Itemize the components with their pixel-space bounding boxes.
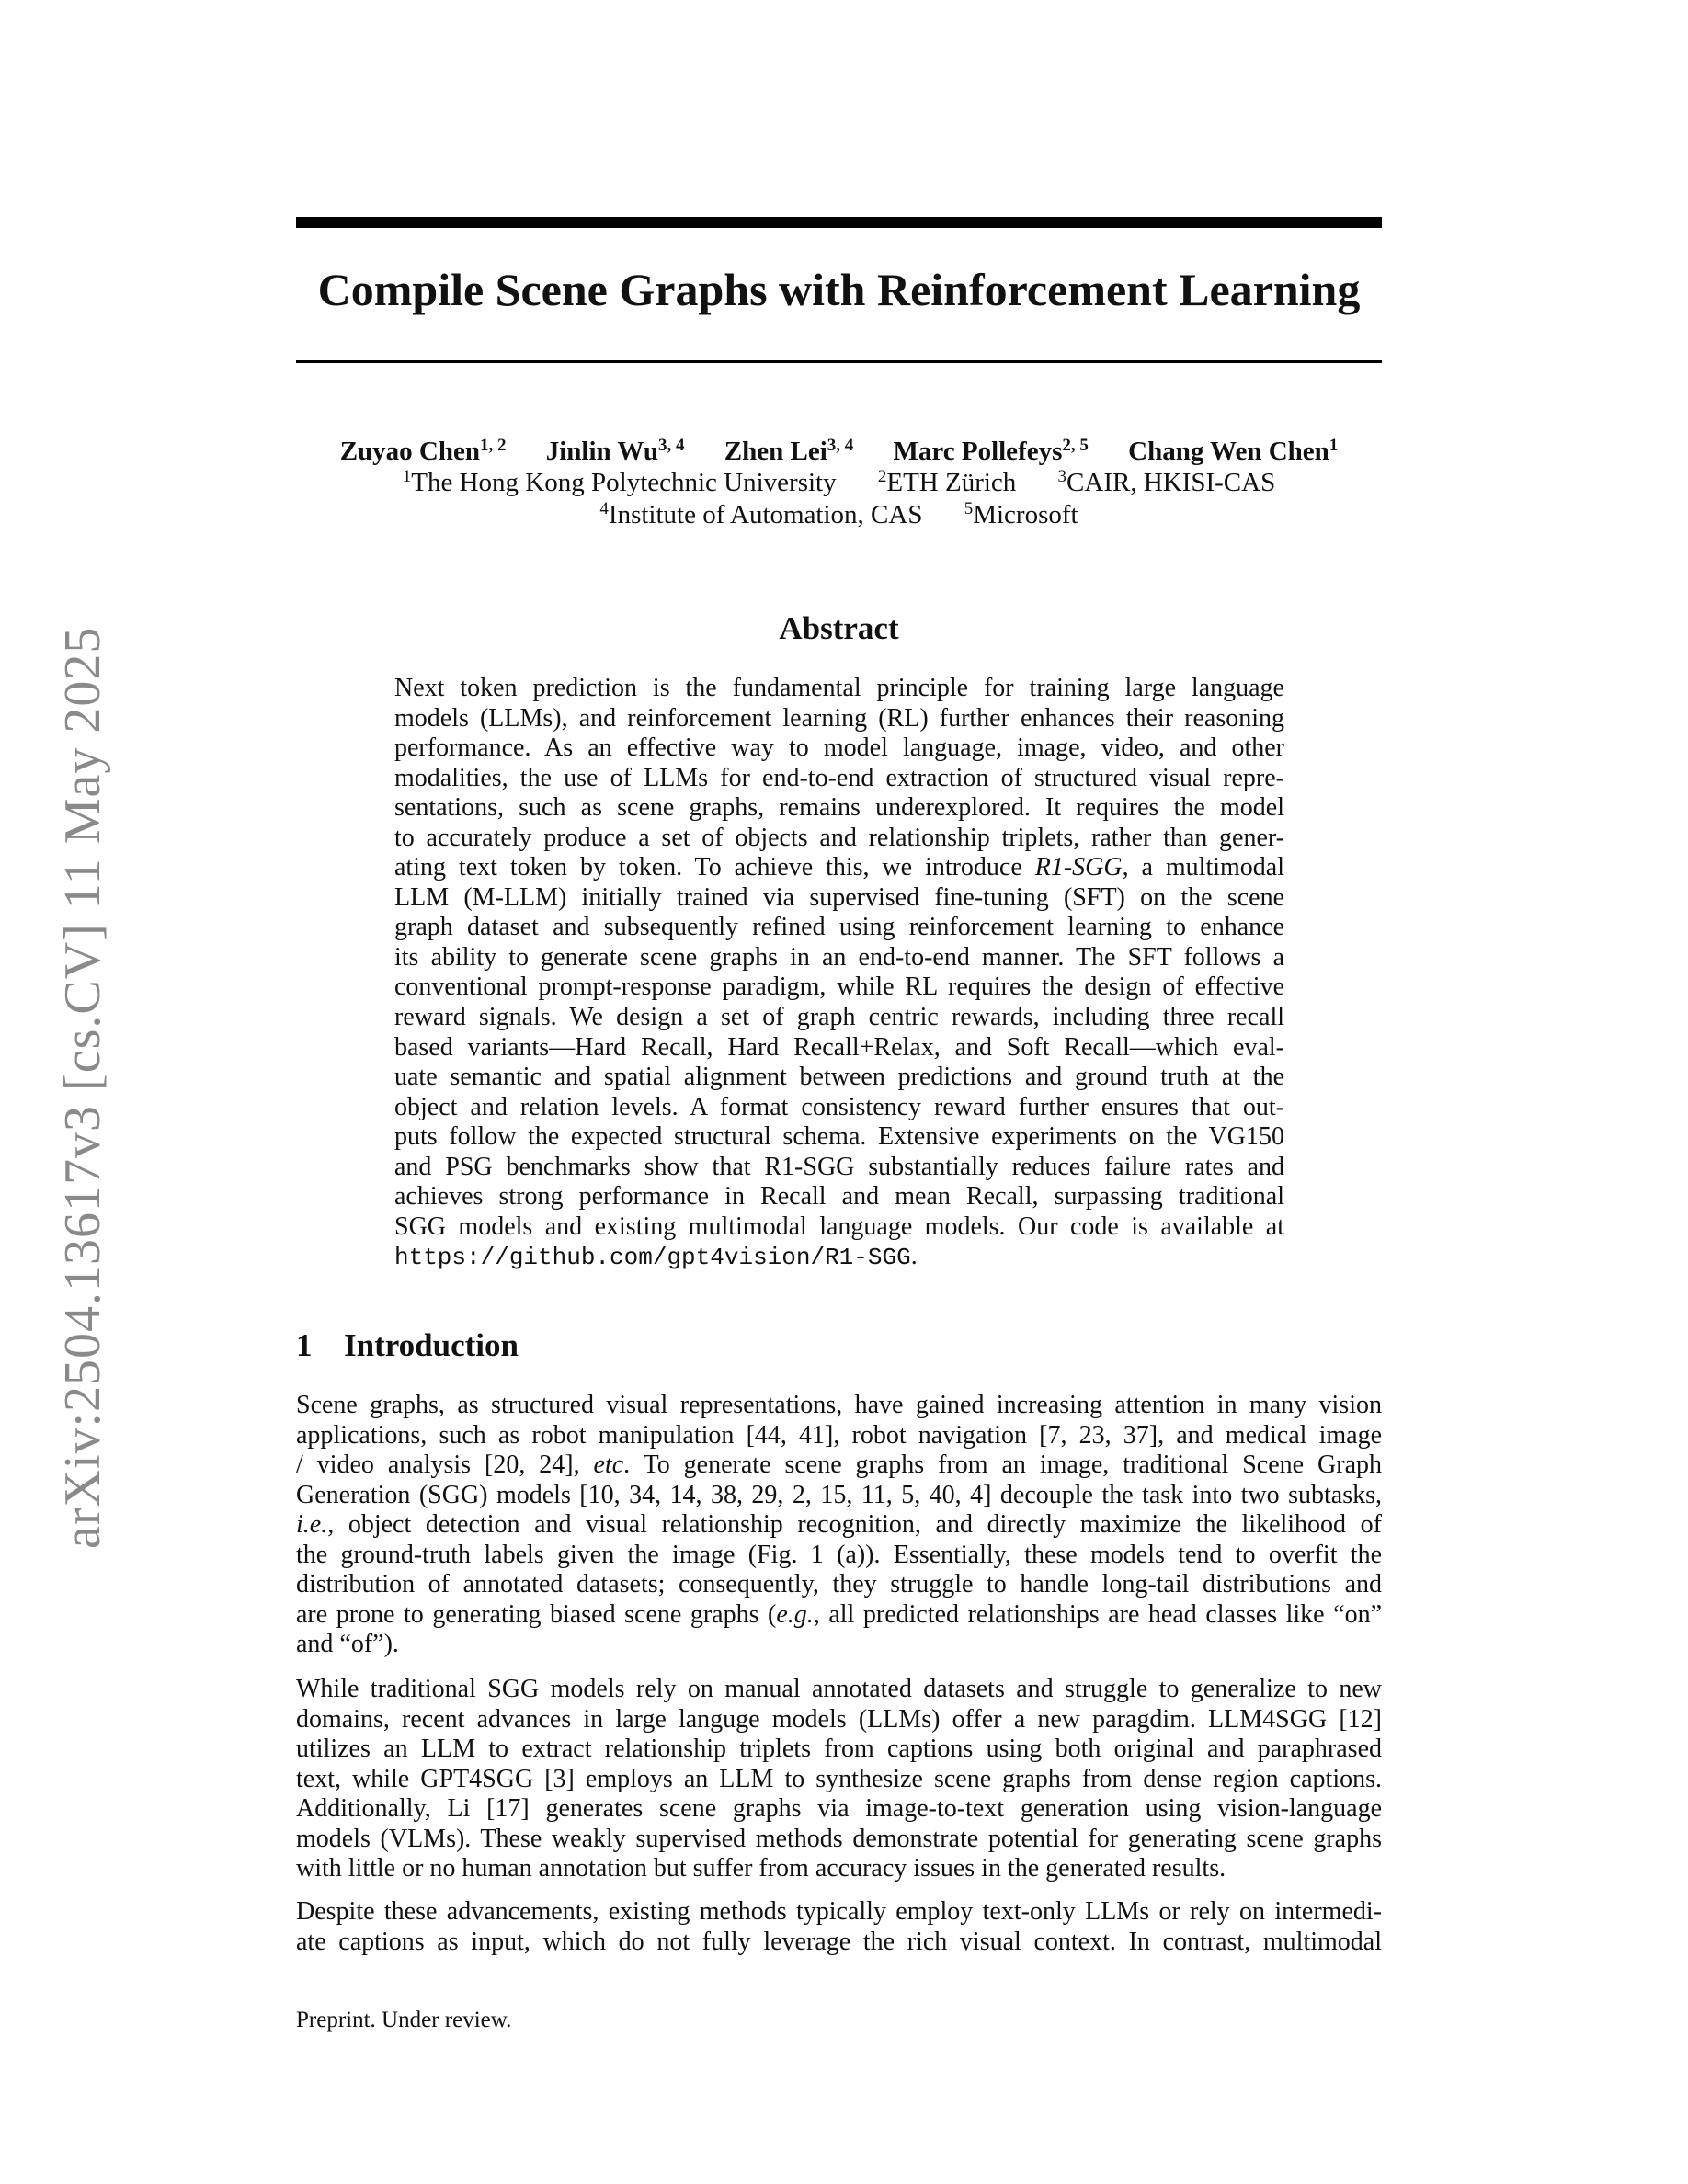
abstract-line: conventional prompt-response paradigm, while RL requires the design of effective: [394, 973, 1284, 1002]
abstract-line: LLM (M-LLM) initially trained via supervised fine-tuning (SFT) on the scene: [394, 882, 1284, 912]
author: Zuyao Chen$^{1, 2}$: [339, 436, 507, 466]
method-name: R1-SGG: [1034, 853, 1123, 882]
author: Marc Pollefeys$^{2, 5}$: [893, 436, 1089, 466]
abstract-line: Next token prediction is the fundamental principle for training large language: [394, 674, 1284, 702]
abstract-line: ating text token by token. To achieve this, we introduce R1-SGG, a multimodal: [394, 853, 1284, 882]
title-bottom-rule: [296, 360, 1382, 363]
abstract-line: SGG models and existing multimodal language models. Our code is available at: [394, 1211, 1284, 1241]
abstract-text: [394, 674, 1284, 1273]
abstract-line: graph dataset and subsequently refined using reinforcement learning to enhance: [394, 913, 1284, 942]
intro-paragraph-3: Despite these advancements, existing methods typically employ text-only LLMs or rely on intermedi- ate captions as input, which do not fully leverage the rich visual context. In contrast, multimodal: [296, 1897, 1382, 1956]
abstract-line: https://github.com/gpt4vision/R1-SGG.: [394, 1242, 918, 1272]
abstract-line: to accurately produce a set of objects and relationship triplets, rather than gener-: [394, 823, 1284, 852]
author: Jinlin Wu$^{3, 4}$: [545, 436, 685, 466]
intro-paragraph-1: Scene graphs, as structured visual representations, have gained increasing attention in many vision applications, such as robot manipulation [44, 41], robot navigation [7, 23, 37], and medical image / video analysis [20, 24], etc. To generate scene graphs from an image, traditional Scene Graph Generation (SGG) models [10, 34, 14, 38, 29, 2, 15, 11, 5, 40, 4] decouple the task into two subtasks, i.e., object detection and visual relationship recognition, and directly maximize the likelihood of the ground-truth labels given the image (Fig. 1 (a)). Essentially, these models tend to overfit the distribution of annotated datasets; consequently, they struggle to handle long-tail distributions and are prone to generating biased scene graphs (e.g., all predicted relationships are head classes like “on” and “of”).: [296, 1391, 1383, 1659]
section-heading-introduction: 1 Introduction: [296, 1327, 519, 1363]
abstract-line: and PSG benchmarks show that R1-SGG substantially reduces failure rates and: [394, 1152, 1284, 1181]
affiliation-line-2: [296, 499, 1382, 530]
intro-paragraph-2: While traditional SGG models rely on manual annotated datasets and struggle to generalize to new domains, recent advances in large languge models (LLMs) offer a new paragdim. LLM4SGG [12] utilizes an LLM to extract relationship triplets from captions using both original and paraphrased text, while GPT4SGG [3] employs an LLM to synthesize scene graphs from dense region captions. Additionally, Li [17] generates scene graphs via image-to-text generation using vision-language models (VLMs). These weakly supervised methods demonstrate potential for generating scene graphs with little or no human annotation but suffer from accuracy issues in the generated results.: [296, 1675, 1382, 1883]
abstract-line: based variants—Hard Recall, Hard Recall+Relax, and Soft Recall—which eval-: [394, 1032, 1284, 1062]
abstract-heading: Abstract: [779, 610, 899, 646]
abstract-line: reward signals. We design a set of graph centric rewards, including three recall: [394, 1003, 1284, 1032]
affiliation: $^1$The Hong Kong Polytechnic University: [402, 467, 837, 497]
footer-note: Preprint. Under review.: [296, 2008, 512, 2032]
abstract-line: object and relation levels. A format consistency reward further ensures that out-: [394, 1092, 1284, 1121]
abstract-line: models (LLMs), and reinforcement learning (RL) further enhances their reasoning: [394, 703, 1284, 733]
affiliation: $^4$Institute of Automation, CAS: [599, 499, 923, 529]
arxiv-stamp[interactable]: arXiv:2504.13617v3 [cs.CV] 11 May 2025: [54, 626, 111, 1549]
abstract-line: achieves strong performance in Recall and mean Recall, surpassing traditional: [394, 1182, 1284, 1211]
author-list: [296, 436, 1382, 467]
abstract-line: puts follow the expected structural schema. Extensive experiments on the VG150: [394, 1122, 1284, 1152]
abstract-line: modalities, the use of LLMs for end-to-end extraction of structured visual repre-: [394, 763, 1284, 792]
abstract-line: sentations, such as scene graphs, remains underexplored. It requires the model: [394, 793, 1284, 823]
abstract-line: uate semantic and spatial alignment between predictions and ground truth at the: [394, 1063, 1284, 1092]
author: Zhen Lei$^{3, 4}$: [724, 436, 854, 466]
affiliation: $^2$ETH Zürich: [877, 467, 1017, 497]
title-top-rule: [296, 217, 1382, 228]
paper-title: Compile Scene Graphs with Reinforcement Learning: [317, 264, 1361, 315]
abstract-line: its ability to generate scene graphs in an end-to-end manner. The SFT follows a: [394, 942, 1284, 972]
abstract-line: performance. As an effective way to model language, image, video, and other: [394, 734, 1284, 763]
affiliation: $^3$CAIR, HKISI-CAS: [1057, 467, 1276, 497]
affiliation: $^5$Microsoft: [964, 499, 1078, 529]
code-url-link[interactable]: https://github.com/gpt4vision/R1-SGG: [394, 1244, 911, 1272]
affiliation-line-1: [296, 467, 1382, 498]
author: Chang Wen Chen$^1$: [1128, 436, 1339, 466]
